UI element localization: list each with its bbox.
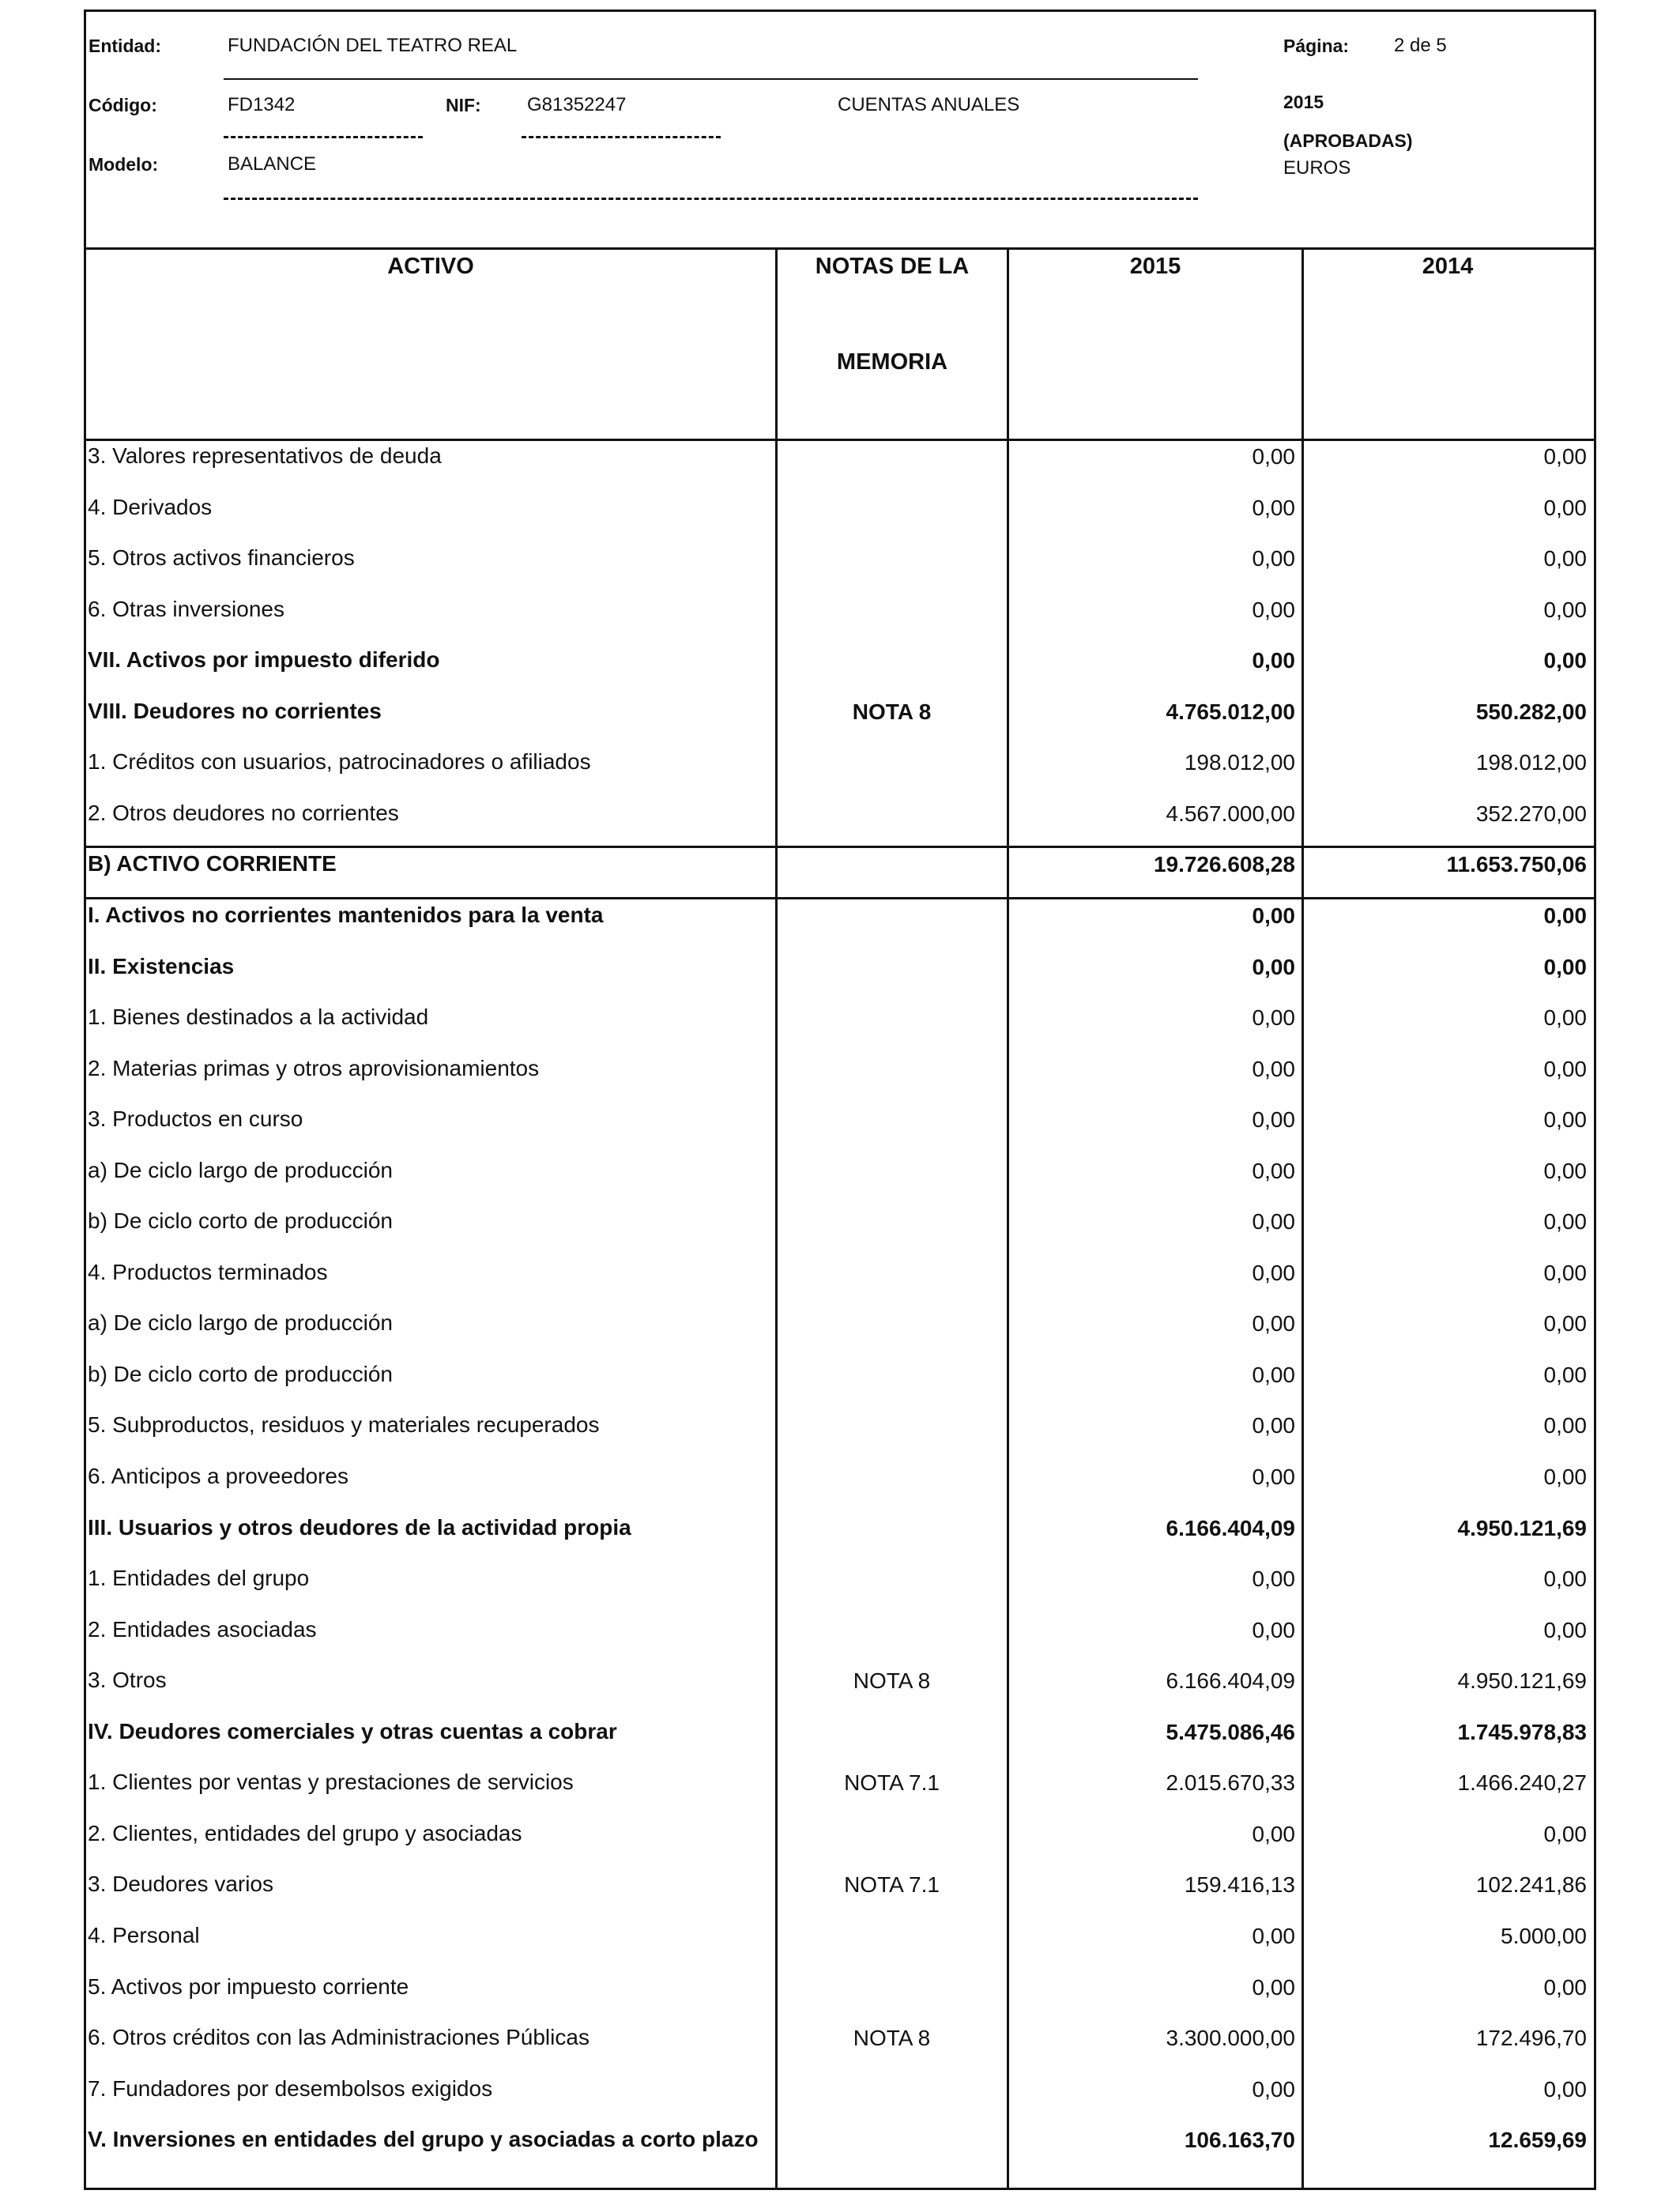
- row-value-2014: 102.241,86: [1475, 1872, 1587, 1898]
- row-value-2015: 0,00: [1252, 495, 1295, 520]
- row-label: 3. Valores representativos de deuda: [88, 443, 442, 468]
- row-nota: NOTA 7.1: [844, 1770, 940, 1796]
- table-row: [85, 586, 1592, 637]
- row-label: 1. Créditos con usuarios, patrocinadores o afiliados: [88, 749, 591, 775]
- row-label: 4. Derivados: [88, 494, 213, 519]
- row-label: 4. Productos terminados: [88, 1259, 328, 1284]
- row-label: 1. Clientes por ventas y prestaciones de servicios: [88, 1770, 574, 1795]
- row-value-2015: 0,00: [1252, 1311, 1295, 1336]
- table-row: [85, 1505, 1592, 1555]
- row-value-2014: 172.496,70: [1475, 2026, 1587, 2051]
- row-nota: NOTA 8: [852, 699, 932, 724]
- row-label: b) De ciclo corto de producción: [88, 1361, 393, 1386]
- col-header-notas-line1: NOTAS DE LA: [815, 254, 970, 279]
- row-value-2015: 0,00: [1252, 1362, 1295, 1387]
- row-value-2015: 0,00: [1252, 1005, 1295, 1031]
- row-value-2014: 0,00: [1543, 444, 1587, 469]
- pagina-label: Página:: [1283, 36, 1350, 56]
- row-value-2014: 0,00: [1543, 1821, 1587, 1846]
- status-label: (APROBADAS): [1283, 130, 1413, 151]
- row-value-2014: 0,00: [1543, 597, 1587, 622]
- codigo-dashes: [224, 136, 423, 138]
- row-value-2015: 0,00: [1252, 1923, 1295, 1948]
- row-value-2015: 0,00: [1252, 1465, 1295, 1489]
- row-label: 7. Fundadores por desembolsos exigidos: [88, 2075, 493, 2101]
- row-label: VIII. Deudores no corrientes: [88, 698, 382, 723]
- row-label: B) ACTIVO CORRIENTE: [88, 851, 337, 876]
- nif-label: NIF:: [446, 95, 481, 115]
- row-value-2015: 5.475.086,46: [1166, 1719, 1295, 1744]
- row-value-2014: 0,00: [1543, 1311, 1587, 1336]
- row-value-2015: 0,00: [1252, 1260, 1295, 1285]
- col-header-notas-line2: MEMORIA: [836, 349, 948, 375]
- table-row: [85, 637, 1592, 688]
- row-value-2015: 198.012,00: [1184, 750, 1295, 775]
- row-value-2015: 0,00: [1252, 1158, 1295, 1183]
- row-label: III. Usuarios y otros deudores de la actividad propia: [88, 1514, 631, 1540]
- table-row: [85, 1759, 1592, 1810]
- row-value-2014: 0,00: [1543, 1465, 1587, 1489]
- table-row: [85, 790, 1592, 841]
- row-value-2014: 0,00: [1543, 954, 1587, 979]
- table-row: [85, 2117, 1592, 2167]
- row-value-2014: 0,00: [1543, 1158, 1587, 1183]
- row-value-2015: 0,00: [1252, 903, 1295, 928]
- row-value-2014: 0,00: [1543, 546, 1587, 571]
- table-row: [85, 433, 1592, 484]
- row-value-2015: 6.166.404,09: [1166, 1515, 1295, 1540]
- row-value-2015: 0,00: [1252, 648, 1295, 673]
- row-value-2014: 0,00: [1543, 495, 1587, 520]
- table-row: [85, 841, 1592, 892]
- table-row: [85, 1861, 1592, 1912]
- row-value-2014: 0,00: [1543, 1005, 1587, 1031]
- pagina-value: 2 de 5: [1394, 35, 1447, 56]
- row-value-2014: 4.950.121,69: [1457, 1668, 1587, 1694]
- row-value-2015: 0,00: [1252, 444, 1295, 469]
- row-value-2015: 19.726.608,28: [1153, 852, 1295, 877]
- codigo-value: FD1342: [228, 94, 296, 115]
- table-row: [85, 2015, 1592, 2065]
- table-row: [85, 944, 1592, 994]
- row-value-2015: 4.567.000,00: [1166, 801, 1295, 826]
- row-label: V. Inversiones en entidades del grupo y asociadas a corto plazo: [88, 2127, 759, 2152]
- modelo-value: BALANCE: [228, 153, 317, 175]
- table-row: [85, 1096, 1592, 1147]
- row-label: 2. Entidades asociadas: [88, 1616, 317, 1642]
- table-row: [85, 1250, 1592, 1300]
- row-value-2014: 0,00: [1543, 1056, 1587, 1081]
- row-value-2014: 0,00: [1543, 648, 1587, 673]
- row-nota: NOTA 8: [853, 2026, 931, 2051]
- row-label: 6. Otras inversiones: [88, 596, 284, 621]
- table-row: [85, 1913, 1592, 1963]
- row-label: 1. Bienes destinados a la actividad: [88, 1005, 429, 1030]
- row-label: 6. Anticipos a proveedores: [88, 1464, 348, 1488]
- row-nota: NOTA 7.1: [844, 1872, 940, 1898]
- table-row: [85, 484, 1592, 535]
- row-value-2014: 0,00: [1543, 1362, 1587, 1387]
- row-value-2015: 3.300.000,00: [1166, 2026, 1295, 2051]
- table-row: [85, 1657, 1592, 1708]
- row-value-2014: 352.270,00: [1475, 801, 1587, 826]
- row-label: 6. Otros créditos con las Administraciones Públicas: [88, 2025, 590, 2050]
- row-value-2014: 550.282,00: [1475, 699, 1587, 724]
- row-value-2014: 0,00: [1543, 1974, 1587, 2000]
- nif-value: G81352247: [527, 94, 627, 115]
- table-row: [85, 1300, 1592, 1351]
- table-row: [85, 1607, 1592, 1657]
- row-value-2015: 0,00: [1252, 546, 1295, 571]
- row-label: 3. Otros: [88, 1668, 167, 1693]
- row-value-2014: 0,00: [1543, 903, 1587, 928]
- row-label: b) De ciclo corto de producción: [88, 1208, 393, 1234]
- row-value-2014: 5.000,00: [1501, 1923, 1587, 1948]
- modelo-label: Modelo:: [89, 154, 159, 175]
- currency-label: EUROS: [1283, 157, 1351, 179]
- row-value-2015: 106.163,70: [1184, 2128, 1295, 2153]
- row-label: VII. Activos por impuesto diferido: [88, 647, 440, 673]
- row-value-2015: 0,00: [1252, 1821, 1295, 1846]
- row-value-2015: 0,00: [1252, 1974, 1295, 2000]
- row-label: a) De ciclo largo de producción: [88, 1157, 393, 1182]
- row-value-2014: 0,00: [1543, 2076, 1587, 2102]
- row-value-2014: 0,00: [1543, 1413, 1587, 1438]
- row-label: a) De ciclo largo de producción: [88, 1310, 393, 1336]
- row-label: 5. Subproductos, residuos y materiales recuperados: [88, 1412, 600, 1438]
- table-row: [85, 1198, 1592, 1249]
- row-value-2014: 1.466.240,27: [1457, 1770, 1587, 1796]
- row-label: 2. Otros deudores no corrientes: [88, 800, 399, 825]
- table-row: [85, 688, 1592, 739]
- row-label: 3. Productos en curso: [88, 1106, 303, 1132]
- row-nota: NOTA 8: [853, 1668, 931, 1694]
- codigo-label: Código:: [89, 95, 157, 115]
- row-value-2015: 0,00: [1252, 1413, 1295, 1438]
- row-label: 1. Entidades del grupo: [88, 1566, 310, 1591]
- table-row: [85, 1709, 1592, 1759]
- row-value-2014: 0,00: [1543, 1209, 1587, 1235]
- row-label: 5. Otros activos financieros: [88, 545, 355, 571]
- table-row: [85, 2066, 1592, 2117]
- row-value-2014: 1.745.978,83: [1457, 1719, 1587, 1744]
- row-label: IV. Deudores comerciales y otras cuentas a cobrar: [88, 1718, 617, 1744]
- row-value-2015: 0,00: [1252, 1617, 1295, 1642]
- table-row: [85, 1453, 1592, 1504]
- table-row: [85, 1148, 1592, 1198]
- row-value-2015: 159.416,13: [1184, 1872, 1295, 1898]
- row-value-2015: 0,00: [1252, 1566, 1295, 1592]
- entidad-value: FUNDACIÓN DEL TEATRO REAL: [228, 35, 518, 56]
- table-row: [85, 1811, 1592, 1861]
- row-value-2014: 0,00: [1543, 1107, 1587, 1133]
- col-header-2014: 2014: [1422, 254, 1474, 279]
- row-value-2015: 6.166.404,09: [1166, 1668, 1295, 1694]
- row-label: 3. Deudores varios: [88, 1872, 274, 1897]
- row-value-2014: 198.012,00: [1475, 750, 1587, 775]
- col-header-activo: ACTIVO: [387, 254, 474, 279]
- nif-dashes: [522, 136, 721, 138]
- table-row: [85, 892, 1592, 943]
- table-row: [85, 1402, 1592, 1453]
- year-label: 2015: [1283, 92, 1324, 112]
- row-label: 4. Personal: [88, 1922, 200, 1947]
- document-type: CUENTAS ANUALES: [838, 94, 1020, 115]
- row-value-2015: 0,00: [1252, 2076, 1295, 2102]
- row-value-2014: 11.653.750,06: [1446, 852, 1587, 877]
- row-label: II. Existencias: [88, 953, 235, 978]
- entidad-underline: [224, 78, 1198, 80]
- table-row: [85, 1046, 1592, 1096]
- col-header-2015: 2015: [1129, 254, 1181, 279]
- table-row: [85, 535, 1592, 586]
- modelo-dashes: [224, 198, 1198, 200]
- row-label: I. Activos no corrientes mantenidos para la venta: [88, 902, 604, 927]
- row-value-2015: 0,00: [1252, 597, 1295, 622]
- row-value-2015: 0,00: [1252, 1209, 1295, 1235]
- row-value-2015: 2.015.670,33: [1166, 1770, 1295, 1796]
- table-row: [85, 1351, 1592, 1402]
- table-row: [85, 739, 1592, 790]
- row-value-2015: 0,00: [1252, 954, 1295, 979]
- row-value-2014: 0,00: [1543, 1566, 1587, 1592]
- entidad-label: Entidad:: [89, 36, 161, 56]
- row-value-2014: 0,00: [1543, 1260, 1587, 1285]
- row-value-2014: 0,00: [1543, 1617, 1587, 1642]
- table-row: [85, 1555, 1592, 1606]
- table-row: [85, 994, 1592, 1045]
- row-label: 2. Clientes, entidades del grupo y asociadas: [88, 1820, 522, 1845]
- row-value-2015: 0,00: [1252, 1107, 1295, 1133]
- row-value-2015: 4.765.012,00: [1166, 699, 1295, 724]
- row-value-2014: 4.950.121,69: [1457, 1515, 1587, 1540]
- row-label: 5. Activos por impuesto corriente: [88, 1973, 409, 1999]
- table-row: [85, 1964, 1592, 2015]
- row-value-2015: 0,00: [1252, 1056, 1295, 1081]
- row-label: 2. Materias primas y otros aprovisionamientos: [88, 1055, 540, 1080]
- row-value-2014: 12.659,69: [1488, 2128, 1587, 2153]
